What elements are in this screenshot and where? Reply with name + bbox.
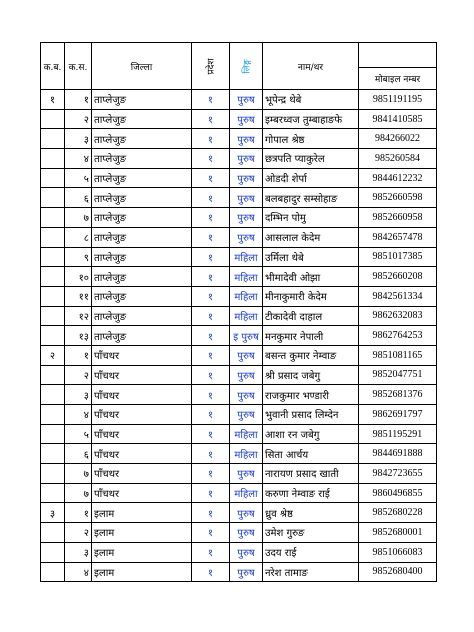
table-row bbox=[41, 168, 437, 188]
cell-ks: ११ bbox=[65, 286, 92, 306]
cell-kb: १ bbox=[41, 90, 65, 110]
table-body bbox=[41, 90, 437, 582]
table-row bbox=[41, 385, 437, 405]
table-row bbox=[41, 542, 437, 562]
cell-district: पाँचथर bbox=[92, 444, 192, 464]
table-row bbox=[41, 523, 437, 543]
cell-mobile: 9852660208 bbox=[359, 267, 437, 287]
cell-name: इम्बरध्वज तुम्बाहाङफे bbox=[263, 109, 359, 129]
cell-gender: महिला bbox=[230, 444, 263, 464]
cell-kb bbox=[41, 208, 65, 228]
cell-gender: पुरुष bbox=[230, 90, 263, 110]
cell-ks: ५ bbox=[65, 424, 92, 444]
cell-name: श्री प्रसाद जबेगु bbox=[263, 365, 359, 385]
cell-kb bbox=[41, 385, 65, 405]
table-row bbox=[41, 188, 437, 208]
cell-district: इलाम bbox=[92, 542, 192, 562]
cell-mobile: 9860496855 bbox=[359, 483, 437, 503]
cell-gender: पुरुष bbox=[230, 503, 263, 523]
cell-district: ताप्लेजुङ bbox=[92, 168, 192, 188]
cell-ks: ६ bbox=[65, 444, 92, 464]
table-row bbox=[41, 464, 437, 484]
cell-mobile: 9851191195 bbox=[359, 90, 437, 110]
cell-gender: पुरुष bbox=[230, 208, 263, 228]
table-row bbox=[41, 227, 437, 247]
table-row bbox=[41, 306, 437, 326]
cell-gender: पुरुष bbox=[230, 464, 263, 484]
cell-district: ताप्लेजुङ bbox=[92, 188, 192, 208]
cell-ks: ६ bbox=[65, 188, 92, 208]
header-gender bbox=[230, 43, 263, 90]
cell-province: १ bbox=[192, 267, 230, 287]
cell-kb bbox=[41, 326, 65, 346]
cell-province: १ bbox=[192, 424, 230, 444]
cell-kb bbox=[41, 562, 65, 582]
cell-district: ताप्लेजुङ bbox=[92, 286, 192, 306]
cell-ks: १२ bbox=[65, 306, 92, 326]
cell-gender: पुरुष bbox=[230, 562, 263, 582]
cell-gender: पुरुष bbox=[230, 405, 263, 425]
cell-province: १ bbox=[192, 385, 230, 405]
cell-name: आशा रन जबेगु bbox=[263, 424, 359, 444]
table-row bbox=[41, 345, 437, 365]
table-row bbox=[41, 405, 437, 425]
cell-province: १ bbox=[192, 365, 230, 385]
cell-district: पाँचथर bbox=[92, 464, 192, 484]
cell-gender: महिला bbox=[230, 267, 263, 287]
cell-kb bbox=[41, 483, 65, 503]
cell-ks: २ bbox=[65, 109, 92, 129]
cell-name: ध्रुव श्रेष्ठ bbox=[263, 503, 359, 523]
header-kb: क.ब. bbox=[41, 43, 65, 90]
cell-gender: पुरुष bbox=[230, 227, 263, 247]
cell-gender: पुरुष bbox=[230, 542, 263, 562]
cell-ks: १ bbox=[65, 90, 92, 110]
cell-mobile: 9852680228 bbox=[359, 503, 437, 523]
cell-mobile: 9852680400 bbox=[359, 562, 437, 582]
cell-district: ताप्लेजुङ bbox=[92, 227, 192, 247]
cell-province: १ bbox=[192, 405, 230, 425]
cell-kb bbox=[41, 168, 65, 188]
cell-name: भूपेन्द्र थेबे bbox=[263, 90, 359, 110]
cell-name: करुणा नेम्वाङ राई bbox=[263, 483, 359, 503]
cell-kb bbox=[41, 149, 65, 169]
cell-kb bbox=[41, 247, 65, 267]
header-mobile: मोबाइल नम्बर bbox=[359, 68, 437, 90]
cell-province: १ bbox=[192, 503, 230, 523]
cell-kb bbox=[41, 286, 65, 306]
cell-gender: इ पुरुष bbox=[230, 326, 263, 346]
cell-mobile: 9842723655 bbox=[359, 464, 437, 484]
cell-kb bbox=[41, 188, 65, 208]
cell-province: १ bbox=[192, 90, 230, 110]
cell-province: १ bbox=[192, 464, 230, 484]
cell-name: सिता आर्चय bbox=[263, 444, 359, 464]
table-row bbox=[41, 90, 437, 110]
cell-district: ताप्लेजुङ bbox=[92, 129, 192, 149]
header-district: जिल्ला bbox=[92, 43, 192, 90]
cell-name: ओडदी शेर्पा bbox=[263, 168, 359, 188]
cell-ks: ४ bbox=[65, 149, 92, 169]
cell-name: राजकुमार भण्डारी bbox=[263, 385, 359, 405]
cell-mobile: 9862691797 bbox=[359, 405, 437, 425]
cell-province: १ bbox=[192, 326, 230, 346]
cell-district: पाँचथर bbox=[92, 365, 192, 385]
cell-name: भुवानी प्रसाद लिम्देन bbox=[263, 405, 359, 425]
table-row bbox=[41, 208, 437, 228]
cell-province: १ bbox=[192, 562, 230, 582]
cell-district: ताप्लेजुङ bbox=[92, 90, 192, 110]
table-row bbox=[41, 129, 437, 149]
cell-gender: महिला bbox=[230, 424, 263, 444]
cell-gender: पुरुष bbox=[230, 188, 263, 208]
cell-gender: महिला bbox=[230, 306, 263, 326]
cell-district: ताप्लेजुङ bbox=[92, 326, 192, 346]
cell-ks: ३ bbox=[65, 385, 92, 405]
table-row bbox=[41, 109, 437, 129]
table-row bbox=[41, 562, 437, 582]
cell-kb bbox=[41, 109, 65, 129]
cell-kb bbox=[41, 523, 65, 543]
cell-mobile: 9841410585 bbox=[359, 109, 437, 129]
cell-gender: पुरुष bbox=[230, 149, 263, 169]
cell-name: भीमादेवी ओझा bbox=[263, 267, 359, 287]
cell-kb: ३ bbox=[41, 503, 65, 523]
cell-district: ताप्लेजुङ bbox=[92, 306, 192, 326]
table-row bbox=[41, 365, 437, 385]
cell-district: पाँचथर bbox=[92, 385, 192, 405]
cell-name: नरेश तामाङ bbox=[263, 562, 359, 582]
cell-province: १ bbox=[192, 483, 230, 503]
cell-ks: १ bbox=[65, 345, 92, 365]
cell-province: १ bbox=[192, 149, 230, 169]
cell-ks: ४ bbox=[65, 405, 92, 425]
cell-kb bbox=[41, 464, 65, 484]
cell-name: दम्भिन पोमु bbox=[263, 208, 359, 228]
cell-kb bbox=[41, 444, 65, 464]
cell-province: १ bbox=[192, 523, 230, 543]
header-gender-label: लिङ्ग bbox=[242, 58, 253, 74]
cell-ks: ५ bbox=[65, 168, 92, 188]
cell-kb bbox=[41, 267, 65, 287]
cell-ks: ४ bbox=[65, 562, 92, 582]
cell-name: बलबहादुर सम्सोहाङ bbox=[263, 188, 359, 208]
cell-kb bbox=[41, 129, 65, 149]
cell-district: इलाम bbox=[92, 503, 192, 523]
cell-district: ताप्लेजुङ bbox=[92, 109, 192, 129]
cell-mobile: 9842561334 bbox=[359, 286, 437, 306]
cell-gender: महिला bbox=[230, 286, 263, 306]
cell-kb: २ bbox=[41, 345, 65, 365]
cell-gender: पुरुष bbox=[230, 129, 263, 149]
cell-mobile: 9844691888 bbox=[359, 444, 437, 464]
cell-kb bbox=[41, 424, 65, 444]
cell-district: पाँचथर bbox=[92, 405, 192, 425]
cell-province: १ bbox=[192, 168, 230, 188]
cell-kb bbox=[41, 405, 65, 425]
cell-mobile: 9862632083 bbox=[359, 306, 437, 326]
cell-ks: २ bbox=[65, 365, 92, 385]
table-header bbox=[41, 43, 437, 90]
cell-gender: पुरुष bbox=[230, 109, 263, 129]
cell-mobile: 985260584 bbox=[359, 149, 437, 169]
cell-gender: पुरुष bbox=[230, 523, 263, 543]
cell-province: १ bbox=[192, 247, 230, 267]
table-row bbox=[41, 483, 437, 503]
cell-ks: ३ bbox=[65, 542, 92, 562]
cell-ks: १३ bbox=[65, 326, 92, 346]
header-province-label: प्रदेश bbox=[207, 57, 217, 75]
cell-ks: ३ bbox=[65, 129, 92, 149]
cell-province: १ bbox=[192, 109, 230, 129]
cell-name: उर्मिला थेबे bbox=[263, 247, 359, 267]
cell-mobile: 9851066083 bbox=[359, 542, 437, 562]
candidate-table bbox=[40, 42, 437, 582]
cell-name: मनकुमार नेपाली bbox=[263, 326, 359, 346]
cell-province: १ bbox=[192, 188, 230, 208]
cell-name: छत्रपति प्याकुरेल bbox=[263, 149, 359, 169]
cell-province: १ bbox=[192, 208, 230, 228]
cell-mobile: 9842657478 bbox=[359, 227, 437, 247]
cell-mobile: 9852681376 bbox=[359, 385, 437, 405]
cell-mobile: 9851017385 bbox=[359, 247, 437, 267]
cell-name: उदय राई bbox=[263, 542, 359, 562]
table-row bbox=[41, 503, 437, 523]
cell-mobile: 9852660958 bbox=[359, 208, 437, 228]
cell-name: उमेश गुरुङ bbox=[263, 523, 359, 543]
cell-kb bbox=[41, 542, 65, 562]
cell-district: इलाम bbox=[92, 523, 192, 543]
cell-province: १ bbox=[192, 444, 230, 464]
cell-name: टीकादेवी दाहाल bbox=[263, 306, 359, 326]
cell-name: बसन्त कुमार नेम्वाङ bbox=[263, 345, 359, 365]
cell-mobile: 9852047751 bbox=[359, 365, 437, 385]
table-row bbox=[41, 326, 437, 346]
cell-ks: ८ bbox=[65, 227, 92, 247]
cell-district: ताप्लेजुङ bbox=[92, 208, 192, 228]
cell-name: नारायण प्रसाद खाती bbox=[263, 464, 359, 484]
cell-province: १ bbox=[192, 129, 230, 149]
cell-district: पाँचथर bbox=[92, 483, 192, 503]
cell-province: १ bbox=[192, 345, 230, 365]
cell-gender: पुरुष bbox=[230, 345, 263, 365]
cell-gender: पुरुष bbox=[230, 168, 263, 188]
table-row bbox=[41, 444, 437, 464]
cell-district: पाँचथर bbox=[92, 424, 192, 444]
cell-district: इलाम bbox=[92, 562, 192, 582]
table-row bbox=[41, 286, 437, 306]
table-row bbox=[41, 424, 437, 444]
cell-mobile: 9844612232 bbox=[359, 168, 437, 188]
table-row bbox=[41, 149, 437, 169]
cell-ks: ७ bbox=[65, 208, 92, 228]
cell-district: ताप्लेजुङ bbox=[92, 149, 192, 169]
cell-mobile: 9851195291 bbox=[359, 424, 437, 444]
table-row bbox=[41, 247, 437, 267]
cell-gender: पुरुष bbox=[230, 385, 263, 405]
cell-gender: पुरुष bbox=[230, 365, 263, 385]
header-ks: क.स. bbox=[65, 43, 92, 90]
cell-gender: महिला bbox=[230, 247, 263, 267]
cell-district: पाँचथर bbox=[92, 345, 192, 365]
cell-name: आसलाल केदेम bbox=[263, 227, 359, 247]
cell-ks: ९ bbox=[65, 247, 92, 267]
cell-district: ताप्लेजुङ bbox=[92, 247, 192, 267]
cell-ks: १० bbox=[65, 267, 92, 287]
cell-gender: महिला bbox=[230, 483, 263, 503]
cell-province: १ bbox=[192, 286, 230, 306]
cell-ks: ७ bbox=[65, 483, 92, 503]
header-name-address: नाम/थर bbox=[263, 43, 359, 90]
cell-mobile: 9852660598 bbox=[359, 188, 437, 208]
cell-kb bbox=[41, 306, 65, 326]
cell-ks: १ bbox=[65, 503, 92, 523]
header-province bbox=[192, 43, 230, 90]
cell-province: १ bbox=[192, 227, 230, 247]
cell-kb bbox=[41, 365, 65, 385]
cell-mobile: 984266022 bbox=[359, 129, 437, 149]
cell-name: मीनाकुमारी केदेम bbox=[263, 286, 359, 306]
cell-mobile: 9851081165 bbox=[359, 345, 437, 365]
cell-name: गोपाल श्रेष्ठ bbox=[263, 129, 359, 149]
header-blank-cell bbox=[359, 43, 437, 68]
cell-mobile: 9852680001 bbox=[359, 523, 437, 543]
table-row bbox=[41, 267, 437, 287]
cell-province: १ bbox=[192, 306, 230, 326]
cell-district: ताप्लेजुङ bbox=[92, 267, 192, 287]
cell-province: १ bbox=[192, 542, 230, 562]
cell-ks: ७ bbox=[65, 464, 92, 484]
cell-ks: २ bbox=[65, 523, 92, 543]
cell-kb bbox=[41, 227, 65, 247]
cell-mobile: 9862764253 bbox=[359, 326, 437, 346]
